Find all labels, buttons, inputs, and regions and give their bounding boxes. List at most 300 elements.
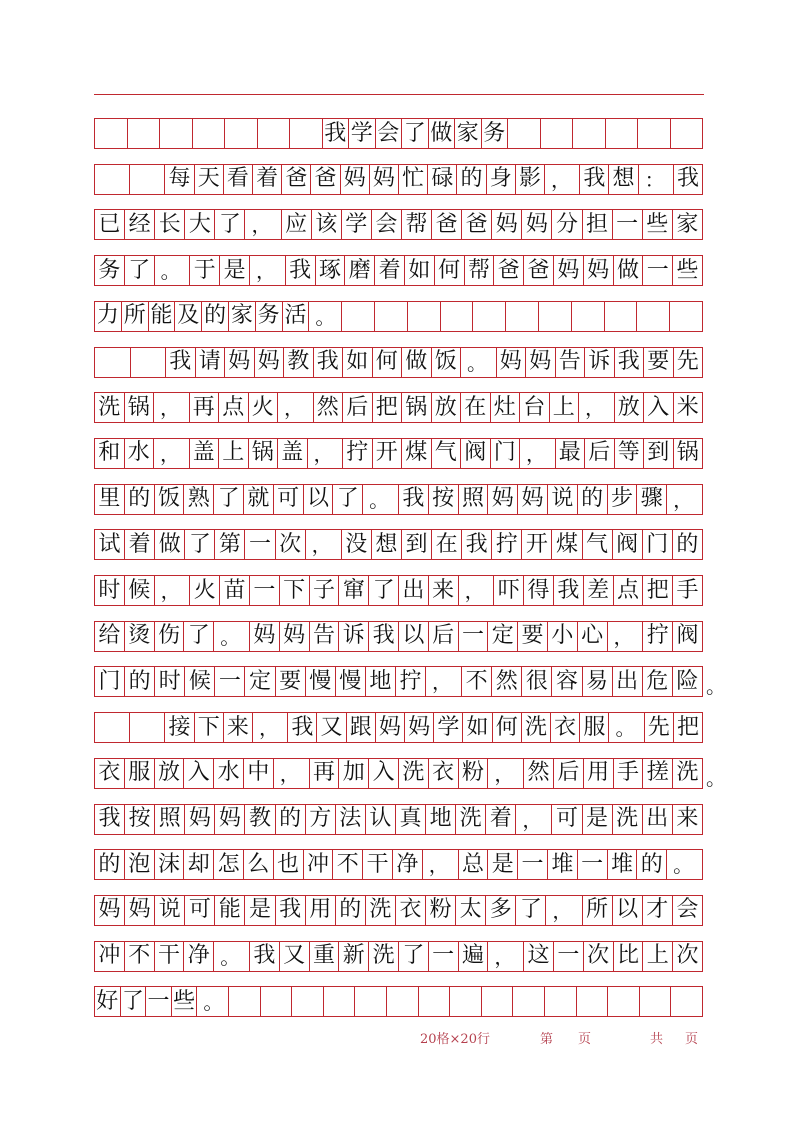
grid-cell: 看 <box>224 165 253 194</box>
grid-cell: 就 <box>244 485 274 514</box>
grid-cell: 按 <box>429 485 459 514</box>
grid-cell: 帮 <box>465 256 495 285</box>
grid-cell: 教 <box>245 805 275 834</box>
grid-cell: 。 <box>461 348 497 377</box>
grid-cell: 然 <box>524 759 554 788</box>
grid-cell-empty <box>408 302 441 331</box>
grid-cell: 认 <box>366 805 396 834</box>
grid-cell: 于 <box>190 256 220 285</box>
grid-cell: 拧 <box>396 667 426 696</box>
grid-cell: 何 <box>493 713 522 742</box>
grid-cell: 说 <box>155 896 185 925</box>
grid-cell: 天 <box>195 165 224 194</box>
grid-cell: 沫 <box>155 850 185 879</box>
footer-total-label: 共 <box>650 1032 664 1047</box>
grid-cell: 时 <box>95 576 125 605</box>
grid-cell: 所 <box>122 302 149 331</box>
grid-cell: 小 <box>548 622 578 651</box>
grid-row <box>94 758 703 789</box>
grid-cell: 能 <box>215 896 245 925</box>
grid-cell: 妈 <box>518 485 548 514</box>
grid-cell: 妈 <box>215 805 245 834</box>
grid-cell: 些 <box>643 210 673 239</box>
grid-cell: 些 <box>172 987 198 1016</box>
grid-row <box>94 804 703 835</box>
grid-cell-empty <box>545 987 577 1016</box>
grid-cell: ， <box>308 439 344 468</box>
grid-cell-empty <box>637 302 670 331</box>
grid-cell: 不 <box>462 667 492 696</box>
grid-cell: 我 <box>462 530 492 559</box>
grid-cell: 我 <box>166 348 196 377</box>
grid-cell: 我 <box>615 348 645 377</box>
grid-cell: 洗 <box>399 759 429 788</box>
grid-cell: 第 <box>215 530 245 559</box>
grid-cell: 上 <box>643 942 673 971</box>
grid-cell-empty <box>131 348 167 377</box>
grid-cell: 的 <box>676 531 699 557</box>
grid-cell: 净 <box>393 850 423 879</box>
grid-cell: 粉 <box>426 896 456 925</box>
grid-cell: 开 <box>373 439 403 468</box>
grid-cell: 易 <box>583 667 613 696</box>
footer-grid-spec: 20格×20行 <box>420 1032 490 1047</box>
grid-cell: 来 <box>224 713 253 742</box>
grid-cell: ， <box>154 393 190 422</box>
grid-cell: 一 <box>578 850 608 879</box>
grid-cell-empty <box>577 987 609 1016</box>
grid-cell: 爸 <box>282 165 311 194</box>
grid-cell-empty <box>419 987 451 1016</box>
grid-cell: 拧 <box>643 622 673 651</box>
grid-cell: 可 <box>552 805 582 834</box>
grid-cell: 妈 <box>370 165 399 194</box>
grid-cell: 请 <box>196 348 226 377</box>
grid-cell: 出 <box>613 667 643 696</box>
grid-cell: 学 <box>434 713 463 742</box>
grid-cell: 上 <box>219 439 249 468</box>
grid-cell: 我 <box>276 896 306 925</box>
grid-cell: 。 <box>363 485 399 514</box>
grid-cell: 把 <box>643 576 673 605</box>
grid-cell: 经 <box>125 210 155 239</box>
grid-row <box>94 301 703 332</box>
grid-cell: 妈 <box>280 622 310 651</box>
grid-cell: 了 <box>214 485 244 514</box>
grid-cell: 了 <box>333 485 363 514</box>
grid-cell: 妈 <box>497 348 527 377</box>
grid-cell: 入 <box>369 759 399 788</box>
grid-cell: 煤 <box>552 530 582 559</box>
grid-cell: 用 <box>584 759 614 788</box>
grid-row <box>94 164 703 195</box>
grid-cell: 可 <box>274 485 304 514</box>
grid-cell: ， <box>459 576 495 605</box>
grid-cell: 在 <box>461 393 491 422</box>
grid-cell: ， <box>546 896 582 925</box>
grid-cell: 气 <box>432 439 462 468</box>
grid-row <box>94 392 703 423</box>
grid-cell: 家 <box>455 119 482 148</box>
grid-cell: 拧 <box>492 530 522 559</box>
grid-cell: 门 <box>643 530 673 559</box>
grid-cell: 要 <box>276 667 306 696</box>
grid-cell: 阀 <box>461 439 491 468</box>
grid-cell: ， <box>253 713 288 742</box>
grid-cell-empty <box>95 165 130 194</box>
grid-cell: 以 <box>304 485 334 514</box>
grid-cell-empty <box>324 987 356 1016</box>
grid-cell: 的 <box>578 485 608 514</box>
grid-cell: 洗 <box>95 393 125 422</box>
grid-cell: 窜 <box>339 576 369 605</box>
grid-cell: 如 <box>405 256 435 285</box>
grid-cell: 后 <box>554 759 584 788</box>
grid-row <box>94 712 703 743</box>
grid-cell: ： <box>639 165 674 194</box>
grid-cell: 着 <box>125 530 155 559</box>
grid-cell: 力 <box>95 302 122 331</box>
grid-cell: 子 <box>310 576 340 605</box>
grid-cell: 不 <box>125 942 155 971</box>
grid-cell: ， <box>306 530 342 559</box>
grid-cell: 次 <box>676 943 699 969</box>
grid-cell: 。 <box>609 713 644 742</box>
grid-cell: 是 <box>220 256 250 285</box>
grid-cell: 灶 <box>491 393 521 422</box>
grid-cell-empty <box>638 119 671 148</box>
grid-cell-empty <box>95 713 130 742</box>
grid-cell: 会 <box>372 210 402 239</box>
grid-cell: 上 <box>550 393 580 422</box>
grid-cell: 衣 <box>551 713 580 742</box>
grid-cell: 慢 <box>336 667 366 696</box>
grid-cell: 了 <box>121 987 147 1016</box>
grid-cell: 到 <box>644 439 674 468</box>
grid-cell: 粉 <box>459 759 489 788</box>
grid-cell: 洗 <box>613 805 643 834</box>
grid-cell: 试 <box>95 530 125 559</box>
grid-cell: 跟 <box>347 713 376 742</box>
grid-cell: 又 <box>317 713 346 742</box>
grid-cell: 时 <box>155 667 185 696</box>
grid-cell-empty <box>292 987 324 1016</box>
grid-cell: ， <box>516 805 552 834</box>
grid-cell-empty <box>513 987 545 1016</box>
footer-total-unit: 页 <box>685 1032 699 1047</box>
grid-cell: 把 <box>676 714 699 740</box>
grid-cell: 活 <box>283 302 310 331</box>
grid-cell: 地 <box>426 805 456 834</box>
grid-cell: ， <box>488 759 524 788</box>
grid-cell: 着 <box>253 165 282 194</box>
grid-cell: 学 <box>342 210 372 239</box>
grid-cell: 差 <box>584 576 614 605</box>
grid-cell: 。 <box>214 622 250 651</box>
grid-cell: 妈 <box>250 622 280 651</box>
grid-cell: 米 <box>676 394 699 420</box>
grid-cell: 堆 <box>608 850 638 879</box>
grid-row <box>94 347 703 378</box>
grid-cell: 一 <box>429 942 459 971</box>
grid-cell: 了 <box>402 119 429 148</box>
grid-cell-empty <box>608 987 640 1016</box>
grid-cell: 衣 <box>95 759 125 788</box>
grid-cell: 点 <box>614 576 644 605</box>
grid-cell-empty <box>355 987 387 1016</box>
grid-cell-empty <box>130 165 165 194</box>
grid-cell: 洗 <box>456 805 486 834</box>
grid-cell: 以 <box>613 896 643 925</box>
grid-cell-empty <box>572 302 605 331</box>
grid-cell: 家 <box>229 302 256 331</box>
grid-cell: ， <box>154 439 190 468</box>
grid-row <box>94 575 703 606</box>
grid-cell: ， <box>426 667 462 696</box>
grid-cell: 搓 <box>643 759 673 788</box>
grid-cell: 按 <box>125 805 155 834</box>
grid-cell: 能 <box>149 302 176 331</box>
grid-cell: 诉 <box>339 622 369 651</box>
grid-cell: 怎 <box>214 850 244 879</box>
grid-cell: 我 <box>676 166 699 192</box>
grid-cell-empty <box>606 119 639 148</box>
grid-cell-empty <box>539 302 572 331</box>
grid-cell: 教 <box>284 348 314 377</box>
grid-row <box>94 849 703 880</box>
grid-cell: 干 <box>363 850 393 879</box>
grid-cell: 了 <box>399 942 429 971</box>
grid-cell: 妈 <box>376 713 405 742</box>
grid-cell: 不 <box>333 850 363 879</box>
grid-cell: ， <box>579 393 615 422</box>
grid-cell: 门 <box>491 439 521 468</box>
grid-cell: 务 <box>482 119 509 148</box>
grid-cell: 了 <box>125 256 155 285</box>
grid-cell: 爸 <box>524 256 554 285</box>
grid-cell: 何 <box>435 256 465 285</box>
grid-cell: 加 <box>339 759 369 788</box>
grid-cell: 如 <box>343 348 373 377</box>
grid-cell: 盖 <box>190 439 220 468</box>
grid-cell: 洗 <box>522 713 551 742</box>
grid-cell: 妈 <box>95 896 125 925</box>
grid-cell-empty <box>130 713 165 742</box>
grid-cell: 泡 <box>125 850 155 879</box>
grid-cell: 好 <box>95 987 121 1016</box>
grid-cell: 骤 <box>637 485 667 514</box>
grid-cell: 我 <box>286 256 316 285</box>
grid-cell: 妈 <box>405 713 434 742</box>
grid-cell: 手 <box>676 577 699 603</box>
grid-cell: 了 <box>215 210 245 239</box>
grid-cell-empty <box>342 302 375 331</box>
grid-cell: 洗 <box>366 896 396 925</box>
grid-cell: 妈 <box>522 210 552 239</box>
grid-cell-empty <box>671 987 702 1016</box>
grid-cell: 我 <box>314 348 344 377</box>
grid-cell: 妈 <box>492 210 522 239</box>
grid-cell: 盖 <box>278 439 308 468</box>
grid-cell-empty <box>473 302 506 331</box>
grid-cell: 告 <box>556 348 586 377</box>
grid-cell: 容 <box>552 667 582 696</box>
grid-cell: 这 <box>524 942 554 971</box>
grid-cell: 接 <box>165 713 194 742</box>
grid-cell-empty <box>95 348 131 377</box>
grid-cell: 冲 <box>95 942 125 971</box>
grid-cell: 我 <box>580 165 609 194</box>
grid-cell: 了 <box>516 896 546 925</box>
grid-cell: 该 <box>312 210 342 239</box>
grid-cell: 锅 <box>125 393 155 422</box>
grid-cell: 手 <box>614 759 644 788</box>
grid-cell: 。 <box>309 302 342 331</box>
grid-cell: 的 <box>202 302 229 331</box>
top-rule <box>94 94 704 95</box>
grid-cell: 爸 <box>462 210 492 239</box>
grid-cell: 出 <box>643 805 673 834</box>
grid-cell-empty <box>640 987 672 1016</box>
grid-cell: ， <box>278 393 314 422</box>
grid-cell: 吓 <box>494 576 524 605</box>
grid-cell: 放 <box>615 393 645 422</box>
grid-cell: 何 <box>373 348 403 377</box>
grid-cell: 应 <box>282 210 312 239</box>
grid-cell: 如 <box>463 713 492 742</box>
grid-cell: 才 <box>643 896 673 925</box>
grid-cell: 却 <box>184 850 214 879</box>
grid-cell: 后 <box>343 393 373 422</box>
grid-cell: 心 <box>578 622 608 651</box>
grid-cell: 一 <box>245 530 275 559</box>
grid-cell: 拧 <box>343 439 373 468</box>
grid-cell: 妈 <box>526 348 556 377</box>
grid-cell: 饭 <box>432 348 462 377</box>
grid-cell: 点 <box>219 393 249 422</box>
grid-cell: 入 <box>184 759 214 788</box>
grid-cell: 已 <box>95 210 125 239</box>
grid-cell-empty <box>258 119 291 148</box>
grid-row <box>94 666 703 697</box>
grid-cell: 堆 <box>548 850 578 879</box>
grid-cell: 是 <box>583 805 613 834</box>
grid-cell: 磨 <box>345 256 375 285</box>
grid-cell: 又 <box>280 942 310 971</box>
grid-cell: 我 <box>323 119 350 148</box>
grid-cell: 一 <box>146 987 172 1016</box>
grid-cell: 妈 <box>185 805 215 834</box>
grid-cell: 碌 <box>428 165 457 194</box>
grid-cell-empty <box>506 302 539 331</box>
grid-cell: ， <box>245 210 281 239</box>
grid-cell: 净 <box>184 942 214 971</box>
grid-cell: 的 <box>276 805 306 834</box>
grid-cell-empty <box>229 987 261 1016</box>
grid-cell-empty <box>605 302 638 331</box>
grid-cell-empty <box>225 119 258 148</box>
grid-cell: 。 <box>155 256 191 285</box>
grid-cell: 一 <box>250 576 280 605</box>
grid-cell: 法 <box>336 805 366 834</box>
grid-cell: 想 <box>372 530 402 559</box>
grid-cell-empty <box>193 119 226 148</box>
grid-cell: 定 <box>245 667 275 696</box>
grid-cell: 妈 <box>488 485 518 514</box>
grid-cell-empty <box>387 987 419 1016</box>
grid-cell: 我 <box>95 805 125 834</box>
grid-cell: 服 <box>125 759 155 788</box>
grid-cell-empty <box>128 119 161 148</box>
grid-cell: 没 <box>342 530 372 559</box>
grid-cell: 长 <box>155 210 185 239</box>
grid-cell: 方 <box>306 805 336 834</box>
grid-cell: 冲 <box>304 850 334 879</box>
grid-cell: 会 <box>676 897 699 923</box>
grid-cell: ， <box>520 439 556 468</box>
grid-cell: 里 <box>95 485 125 514</box>
grid-cell-empty <box>160 119 193 148</box>
grid-cell: 先 <box>645 713 674 742</box>
grid-cell: 地 <box>366 667 396 696</box>
grid-cell-empty <box>482 987 514 1016</box>
grid-cell: 然 <box>492 667 522 696</box>
grid-cell: 开 <box>522 530 552 559</box>
grid-cell: 。 <box>197 987 229 1016</box>
grid-cell: 可 <box>185 896 215 925</box>
grid-cell: 候 <box>185 667 215 696</box>
grid-cell: 妈 <box>225 348 255 377</box>
grid-cell: 一 <box>643 256 673 285</box>
grid-cell: 的 <box>336 896 366 925</box>
grid-cell: 我 <box>554 576 584 605</box>
grid-cell: 次 <box>276 530 306 559</box>
grid-cell: 后 <box>585 439 615 468</box>
grid-cell: 影 <box>516 165 545 194</box>
grid-cell: 我 <box>250 942 280 971</box>
grid-cell: 给 <box>95 622 125 651</box>
grid-cell: 及 <box>175 302 202 331</box>
grid-cell: 熟 <box>184 485 214 514</box>
footer-page-label: 第 <box>540 1032 554 1047</box>
grid-cell: 阀 <box>676 623 699 649</box>
grid-cell: 饭 <box>155 485 185 514</box>
grid-cell: 么 <box>244 850 274 879</box>
grid-cell: 一 <box>215 667 245 696</box>
grid-cell: 和 <box>95 439 125 468</box>
grid-cell: 等 <box>615 439 645 468</box>
grid-cell: 琢 <box>316 256 346 285</box>
grid-cell: 比 <box>614 942 644 971</box>
grid-cell: 步 <box>608 485 638 514</box>
grid-cell: 后 <box>429 622 459 651</box>
grid-cell: 以 <box>399 622 429 651</box>
grid-cell: 水 <box>214 759 244 788</box>
grid-cell: 照 <box>459 485 489 514</box>
grid-cell: 务 <box>256 302 283 331</box>
grid-cell: 中 <box>244 759 274 788</box>
grid-cell-empty <box>671 119 703 148</box>
grid-cell: 总 <box>459 850 489 879</box>
grid-cell: 我 <box>288 713 317 742</box>
grid-cell: 了 <box>184 622 214 651</box>
grid-cell-empty <box>290 119 323 148</box>
grid-cell: 煤 <box>402 439 432 468</box>
grid-cell: 爸 <box>432 210 462 239</box>
grid-cell: 忙 <box>399 165 428 194</box>
grid-cell: 妈 <box>584 256 614 285</box>
grid-cell: ， <box>488 942 524 971</box>
